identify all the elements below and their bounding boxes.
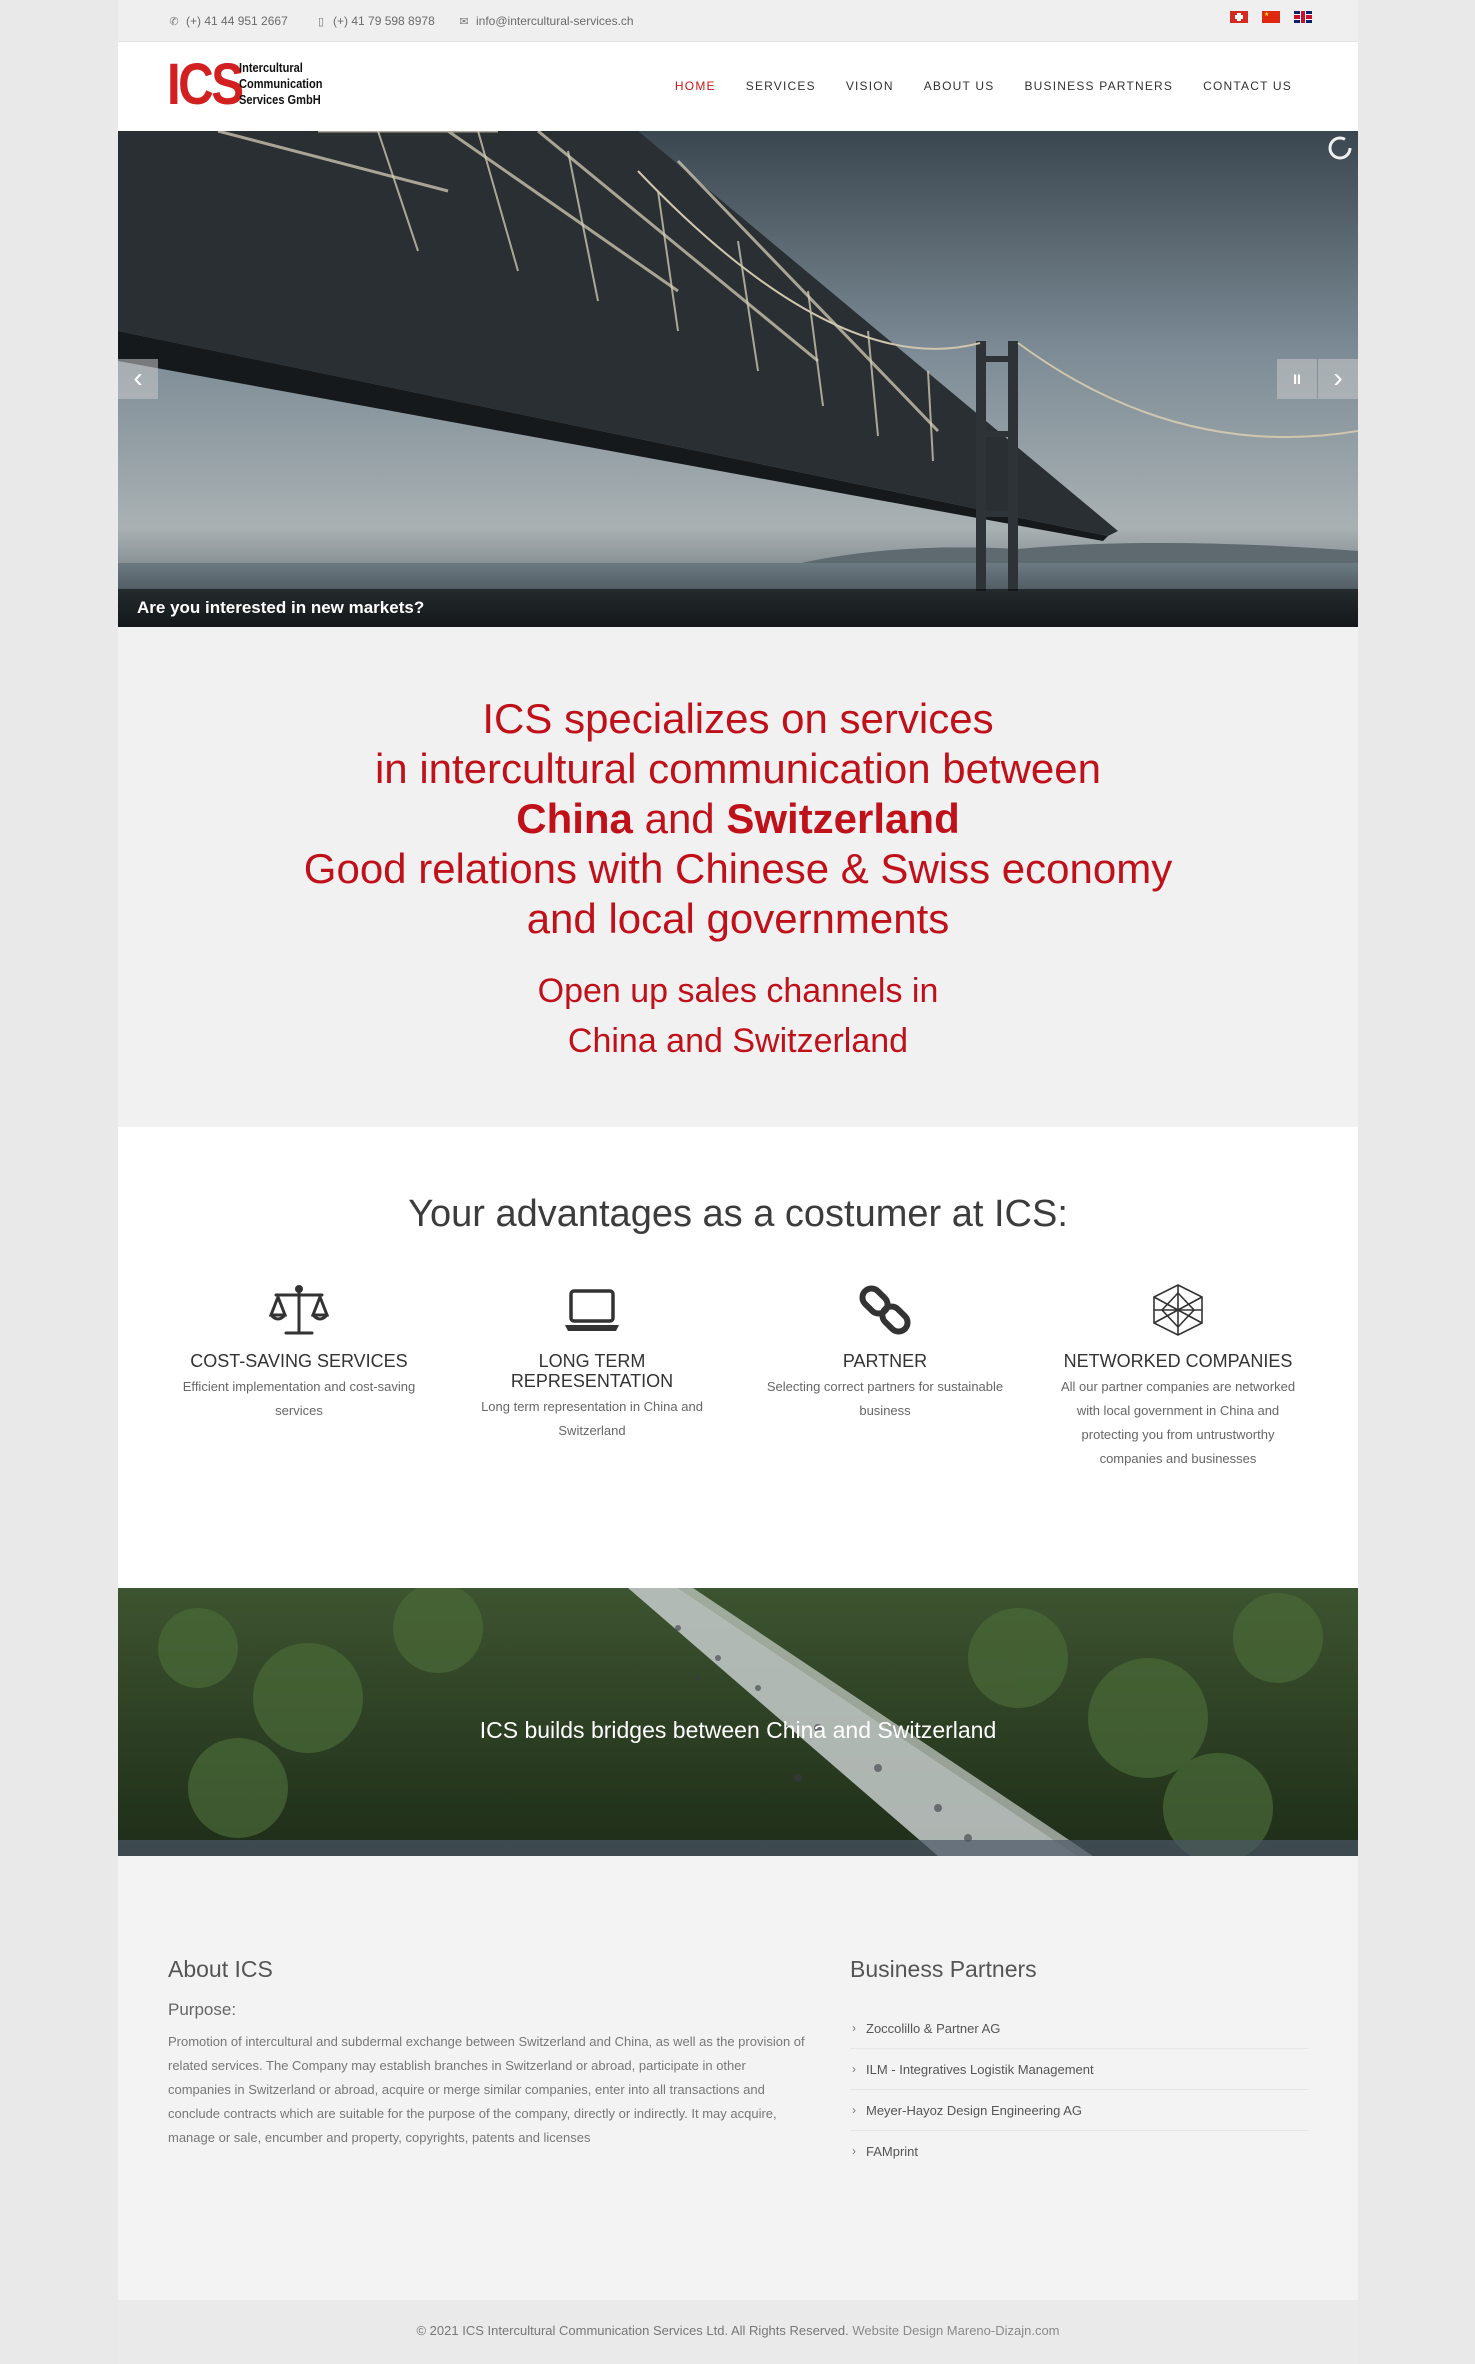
feature-title: LONG TERM REPRESENTATION — [510, 1351, 674, 1391]
nav-business-partners[interactable]: BUSINESS PARTNERS — [1024, 79, 1174, 93]
business-partners-title: Business Partners — [850, 1956, 1037, 1982]
loading-indicator-icon — [1328, 136, 1352, 160]
nav-home[interactable]: HOME — [674, 79, 716, 93]
mobile-phone-icon: ▯ — [317, 15, 325, 28]
intro-line-4: Good relations with Chinese & Swiss economy — [303, 845, 1173, 892]
bridges-banner — [118, 1588, 1358, 1856]
slide-caption-bar — [118, 589, 1358, 627]
feature-text: All our partner companies are networked with local government in China and protecting you from untrustworthy companies and businesses — [1060, 1379, 1296, 1466]
chinese-flag-icon[interactable]: ★ — [1262, 11, 1280, 23]
mobile-number: (+) 41 79 598 8978 — [333, 14, 435, 28]
partner-link-famprint[interactable] — [850, 2131, 1308, 2171]
intro-line-1: ICS specializes on services — [482, 695, 994, 742]
chevron-right-icon: › — [852, 2103, 856, 2117]
mobile-contact[interactable] — [315, 14, 435, 28]
slide-caption: Are you interested in new markets? — [137, 598, 425, 617]
intro-china: China — [516, 795, 633, 842]
intro-line-5: and local governments — [526, 895, 950, 942]
phone-icon: ✆ — [169, 15, 179, 28]
logo-wordmark — [239, 60, 322, 108]
feature-title: NETWORKED COMPANIES — [1063, 1351, 1293, 1371]
slider-pause-button[interactable]: II — [1277, 359, 1317, 399]
designer-credit-link[interactable]: Website Design Mareno-Dizajn.com — [852, 2323, 1060, 2338]
feature-text: Long term representation in China and Switzerland — [481, 1399, 703, 1438]
feature-title: COST-SAVING SERVICES — [190, 1351, 408, 1371]
about-ics-title: About ICS — [168, 1956, 273, 1982]
intro-line-3 — [118, 794, 1358, 844]
site-header — [118, 42, 1358, 130]
feature-long-term-representation — [463, 1283, 721, 1443]
purpose-text: Promotion of intercultural and subdermal exchange between Switzerland and China, as well as the provision of related services. The Company may establish branches in Switzerland or abroad, participate in other companies in Switzerland or abroad, acquire or merge similar companies, enter into all transactions and conclude contracts which are suitable for the purpose of the company, directly or indirectly. It may acquire, manage or sale, encumber and property, copyrights, patents and licenses — [168, 2034, 805, 2145]
hero-slider[interactable] — [118, 131, 1358, 627]
nav-contact-us[interactable]: CONTACT US — [1203, 79, 1292, 93]
chevron-right-icon: › — [852, 2021, 856, 2035]
logo-line-1: Intercultural — [239, 60, 303, 75]
english-flag-icon[interactable] — [1294, 11, 1312, 23]
slider-prev-button[interactable]: ‹ — [118, 359, 158, 399]
logo-mark: ICS — [167, 52, 242, 117]
network-hexagon-icon — [1147, 1283, 1209, 1337]
envelope-icon: ✉ — [459, 15, 469, 28]
partner-name: ILM - Integratives Logistik Management — [866, 2061, 1094, 2077]
site-logo[interactable] — [167, 52, 337, 117]
feature-text: Selecting correct partners for sustainable business — [766, 1379, 1004, 1418]
partner-link-ilm[interactable] — [850, 2049, 1308, 2090]
chain-link-icon — [854, 1283, 916, 1337]
feature-title: PARTNER — [842, 1351, 928, 1371]
partner-name: FAMprint — [866, 2143, 919, 2159]
partner-list — [850, 2008, 1308, 2171]
intro-headline — [118, 694, 1358, 944]
phone-contact[interactable] — [168, 14, 288, 28]
bridges-tagline: ICS builds bridges between China and Switzerland — [479, 1717, 997, 1743]
copyright-text: © 2021 ICS Intercultural Communication Services Ltd. All Rights Reserved. — [416, 2323, 849, 2338]
intro-sub-line-1: Open up sales channels in — [537, 972, 939, 1010]
laptop-icon — [561, 1283, 623, 1337]
nav-services[interactable]: SERVICES — [745, 79, 816, 93]
main-nav — [675, 79, 1358, 93]
partner-link-meyer-hayoz[interactable] — [850, 2090, 1308, 2131]
copyright-line — [118, 2323, 1358, 2338]
slider-next-button[interactable]: › — [1318, 359, 1358, 399]
feature-cost-saving — [170, 1283, 428, 1423]
nav-vision[interactable]: VISION — [845, 79, 894, 93]
chevron-right-icon: › — [852, 2144, 856, 2158]
intro-switzerland: Switzerland — [726, 795, 960, 842]
feature-networked-companies — [1049, 1283, 1307, 1471]
intro-section — [118, 627, 1358, 1127]
partner-link-zoccolillo[interactable] — [850, 2008, 1308, 2049]
intro-subheadline — [118, 966, 1358, 1066]
nav-about-us[interactable]: ABOUT US — [923, 79, 995, 93]
swiss-flag-icon[interactable] — [1230, 11, 1248, 23]
feature-partner — [756, 1283, 1014, 1423]
phone-number: (+) 41 44 951 2667 — [186, 14, 288, 28]
bridge-photo — [118, 131, 1358, 627]
intro-line-2: in intercultural communication between — [374, 745, 1102, 792]
chevron-right-icon: › — [852, 2062, 856, 2076]
copyright-bar — [118, 2300, 1358, 2364]
intro-sub-line-2: China and Switzerland — [567, 1022, 909, 1060]
email-address: info@intercultural-services.ch — [476, 14, 634, 28]
advantages-section — [118, 1127, 1358, 1588]
logo-line-2: Communication — [239, 76, 323, 91]
top-bar — [118, 0, 1358, 42]
intro-and: and — [632, 795, 727, 842]
scale-icon — [268, 1283, 330, 1337]
purpose-label: Purpose: — [168, 2000, 237, 2019]
advantages-title: Your advantages as a costumer at ICS: — [408, 1193, 1068, 1235]
partner-name: Meyer-Hayoz Design Engineering AG — [866, 2102, 1083, 2118]
footer-section — [118, 1856, 1358, 2300]
logo-line-3: Services GmbH — [239, 92, 321, 107]
partner-name: Zoccolillo & Partner AG — [866, 2020, 1001, 2036]
feature-text: Efficient implementation and cost-saving services — [182, 1379, 416, 1418]
email-contact[interactable] — [458, 14, 634, 28]
page — [118, 0, 1358, 2364]
